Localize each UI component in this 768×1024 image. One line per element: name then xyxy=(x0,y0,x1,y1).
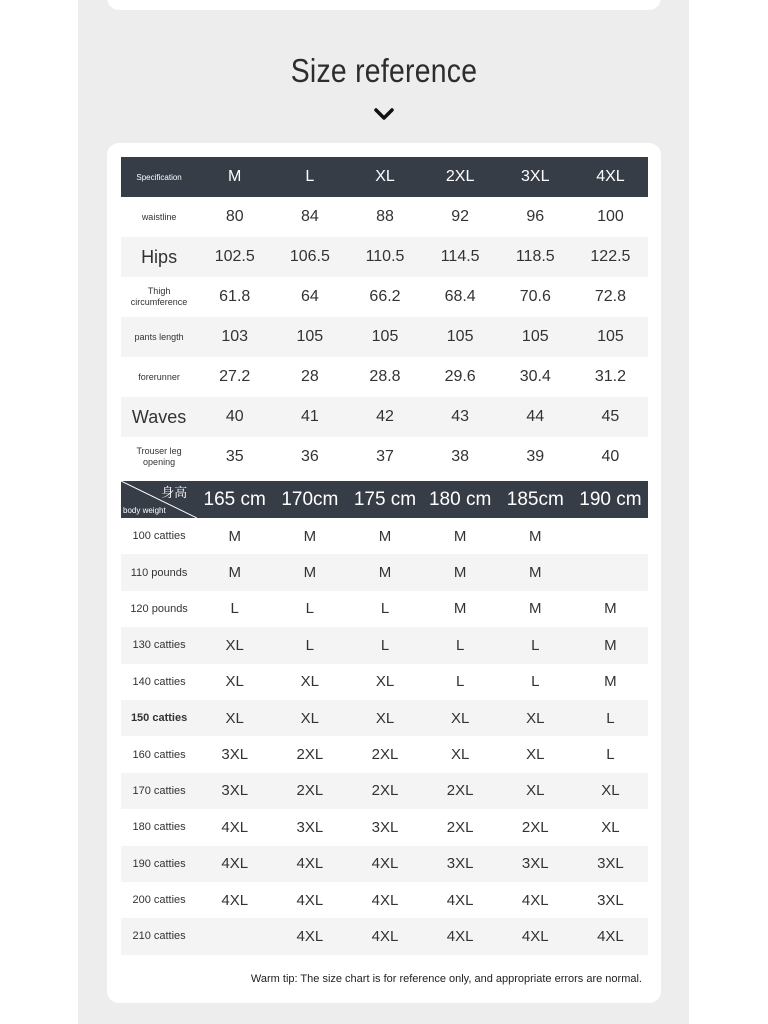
table-cell: 4XL xyxy=(521,891,549,909)
table-cell: L xyxy=(606,746,615,764)
table-cell: M xyxy=(378,527,392,545)
table-cell: L xyxy=(272,627,347,663)
table-cell: 40 xyxy=(197,397,272,437)
table-cell: M xyxy=(604,600,617,618)
row-label: pants length xyxy=(121,317,197,357)
table-cell: L xyxy=(423,627,498,663)
table-cell: M xyxy=(529,527,542,545)
table-cell: 4XL xyxy=(296,891,324,909)
table-cell: 27.2 xyxy=(219,368,251,385)
table-cell: 105 xyxy=(498,317,573,357)
row-label: 110 pounds xyxy=(121,554,197,590)
table-cell: XL xyxy=(573,773,648,809)
table-row xyxy=(121,918,648,954)
table-cell xyxy=(573,518,648,554)
table-cell: 40 xyxy=(601,448,620,465)
height-header: 185cm xyxy=(498,481,573,518)
table-row xyxy=(121,736,648,772)
table-cell: XL xyxy=(197,627,272,663)
table-cell: 80 xyxy=(225,208,244,225)
table-cell: 2XL xyxy=(272,773,347,809)
table-cell: 3XL xyxy=(498,846,573,882)
table-cell: M xyxy=(347,554,422,590)
table-cell: 100 xyxy=(597,208,624,225)
table-row xyxy=(121,197,648,237)
table-row xyxy=(121,357,648,397)
table-cell: L xyxy=(531,673,540,691)
height-header: 170cm xyxy=(272,481,347,518)
table-cell: XL xyxy=(347,700,422,736)
table-cell: M xyxy=(529,600,542,618)
table-cell: XL xyxy=(375,673,395,691)
table-cell: 42 xyxy=(347,397,422,437)
table-cell: 61.8 xyxy=(219,288,251,305)
table-cell: 2XL xyxy=(423,773,498,809)
table-cell: 72.8 xyxy=(594,288,626,305)
table-cell: 3XL xyxy=(573,846,648,882)
table-cell: 4XL xyxy=(347,846,422,882)
table-cell: 92 xyxy=(451,208,470,225)
row-label: 100 catties xyxy=(132,530,186,543)
table-row xyxy=(121,437,648,477)
table-cell: XL xyxy=(272,700,347,736)
table-cell: 103 xyxy=(197,317,272,357)
table-cell: 4XL xyxy=(221,891,249,909)
table-cell: 4XL xyxy=(272,918,347,954)
table-cell: 4XL xyxy=(371,891,399,909)
table-cell: 3XL xyxy=(296,818,324,836)
row-label: Hips xyxy=(121,237,197,277)
table-cell: L xyxy=(498,627,573,663)
table-cell: 4XL xyxy=(197,846,272,882)
table-row xyxy=(121,518,648,554)
table-cell: XL xyxy=(300,673,320,691)
table-cell: 105 xyxy=(423,317,498,357)
table-cell: M xyxy=(197,554,272,590)
table-cell: L xyxy=(380,600,390,618)
table-cell: 2XL xyxy=(371,746,399,764)
table-cell: 88 xyxy=(376,208,394,225)
table-cell: 118.5 xyxy=(498,237,573,277)
table-cell: L xyxy=(230,600,239,618)
table-cell: 70.6 xyxy=(519,288,551,305)
table-cell: 68.4 xyxy=(444,288,476,305)
table-cell: 31.2 xyxy=(594,368,626,385)
table-cell: 39 xyxy=(526,448,545,465)
table-cell: 30.4 xyxy=(519,368,551,385)
table-cell: 2XL xyxy=(521,818,549,836)
table-cell: 64 xyxy=(300,288,319,305)
size-header: L xyxy=(272,157,347,197)
table-cell: 36 xyxy=(300,448,319,465)
row-label: forerunner xyxy=(138,371,180,382)
table-cell: 105 xyxy=(272,317,347,357)
row-label: Waves xyxy=(121,397,197,437)
table-cell: 3XL xyxy=(221,746,249,764)
row-label: Thigh circumference xyxy=(130,286,188,307)
spec-header-label: Specification xyxy=(121,157,197,197)
table-cell: 66.2 xyxy=(369,288,401,305)
size-header: M xyxy=(197,157,272,197)
table-cell: 2XL xyxy=(446,818,474,836)
height-weight-table xyxy=(121,481,648,955)
table-row xyxy=(121,317,648,357)
size-header: 3XL xyxy=(498,157,573,197)
height-header: 190 cm xyxy=(573,481,648,518)
row-label: 190 catties xyxy=(121,846,197,882)
table-cell: M xyxy=(498,554,573,590)
row-label: 210 catties xyxy=(121,918,197,954)
table-cell: 105 xyxy=(347,317,422,357)
table-cell: M xyxy=(604,673,617,691)
table-cell: XL xyxy=(450,746,470,764)
table-row xyxy=(121,277,648,317)
row-label: 170 catties xyxy=(121,773,197,809)
row-label: 200 catties xyxy=(132,894,186,907)
table-row xyxy=(121,554,648,590)
row-label: Trouser leg opening xyxy=(136,446,182,467)
table-cell: 4XL xyxy=(423,918,498,954)
row-label: waistline xyxy=(141,211,177,222)
row-label: 150 catties xyxy=(121,700,197,736)
row-label: 180 catties xyxy=(132,821,186,834)
table-cell: L xyxy=(347,627,422,663)
table-cell: 45 xyxy=(573,397,648,437)
warm-tip: Warm tip: The size chart is for reference only, and appropriate errors are normal. xyxy=(250,973,642,985)
table-cell: XL xyxy=(526,746,545,764)
table-row xyxy=(121,397,648,437)
table-row xyxy=(121,627,648,663)
table-cell xyxy=(573,554,648,590)
table-row xyxy=(121,237,648,277)
table-row xyxy=(121,846,648,882)
table-cell: 28.8 xyxy=(369,368,401,385)
table-row xyxy=(121,809,648,845)
hw-header-row xyxy=(121,481,648,518)
table-cell: 28 xyxy=(300,368,319,385)
table-cell: 122.5 xyxy=(573,237,648,277)
table-row xyxy=(121,591,648,627)
table-cell: 3XL xyxy=(197,773,272,809)
height-header: 180 cm xyxy=(423,481,498,518)
size-header: XL xyxy=(347,157,422,197)
table-cell: L xyxy=(573,700,648,736)
row-label: 140 catties xyxy=(132,675,186,688)
size-header: 2XL xyxy=(423,157,498,197)
table-cell: 4XL xyxy=(446,891,474,909)
row-label: 130 catties xyxy=(121,627,197,663)
table-cell: 105 xyxy=(573,317,648,357)
table-cell: M xyxy=(453,600,467,618)
table-cell: 114.5 xyxy=(423,237,498,277)
page-title: Size reference xyxy=(290,52,478,89)
table-cell: 4XL xyxy=(347,918,422,954)
table-cell: 3XL xyxy=(371,818,399,836)
table-cell: 35 xyxy=(225,448,244,465)
table-cell: 41 xyxy=(272,397,347,437)
table-row xyxy=(121,882,648,918)
chevron-down-icon xyxy=(373,107,395,121)
table-cell: XL xyxy=(423,700,498,736)
table-cell: 37 xyxy=(376,448,394,465)
table-cell: M xyxy=(573,627,648,663)
height-header: 165 cm xyxy=(197,481,272,518)
table-cell: 3XL xyxy=(423,846,498,882)
table-cell: 106.5 xyxy=(272,237,347,277)
table-cell: 102.5 xyxy=(197,237,272,277)
specification-table xyxy=(121,157,648,477)
table-cell: XL xyxy=(225,673,244,691)
table-cell: 2XL xyxy=(296,746,324,764)
table-cell: 38 xyxy=(451,448,470,465)
table-cell: XL xyxy=(498,773,573,809)
table-cell: 4XL xyxy=(498,918,573,954)
spec-header-row xyxy=(121,157,648,197)
table-cell: 2XL xyxy=(347,773,422,809)
table-cell: M xyxy=(228,527,241,545)
table-cell: L xyxy=(455,673,465,691)
corner-weight-label: body weight xyxy=(123,506,166,515)
row-label: 120 pounds xyxy=(130,602,188,615)
table-cell: M xyxy=(272,554,347,590)
table-cell: XL xyxy=(601,818,620,836)
table-row xyxy=(121,664,648,700)
previous-card xyxy=(107,0,661,10)
table-cell: L xyxy=(305,600,315,618)
table-cell: 43 xyxy=(423,397,498,437)
table-cell: XL xyxy=(197,700,272,736)
table-cell: M xyxy=(423,554,498,590)
corner-height-label: 身高 xyxy=(161,485,188,500)
table-cell: 96 xyxy=(526,208,545,225)
row-label: 160 catties xyxy=(132,748,186,761)
table-row xyxy=(121,773,648,809)
height-header: 175 cm xyxy=(347,481,422,518)
table-row xyxy=(121,700,648,736)
table-cell: 4XL xyxy=(272,846,347,882)
table-cell: 4XL xyxy=(573,918,648,954)
table-cell: 44 xyxy=(498,397,573,437)
size-header: 4XL xyxy=(573,157,648,197)
table-cell: 110.5 xyxy=(347,237,422,277)
hw-corner-cell xyxy=(121,481,197,518)
table-cell: 3XL xyxy=(597,891,624,909)
table-cell: M xyxy=(453,527,467,545)
table-cell: 29.6 xyxy=(444,368,476,385)
table-cell: 4XL xyxy=(221,818,249,836)
table-cell: XL xyxy=(498,700,573,736)
table-cell xyxy=(197,918,272,954)
table-cell: 84 xyxy=(300,208,319,225)
table-cell: M xyxy=(303,527,317,545)
